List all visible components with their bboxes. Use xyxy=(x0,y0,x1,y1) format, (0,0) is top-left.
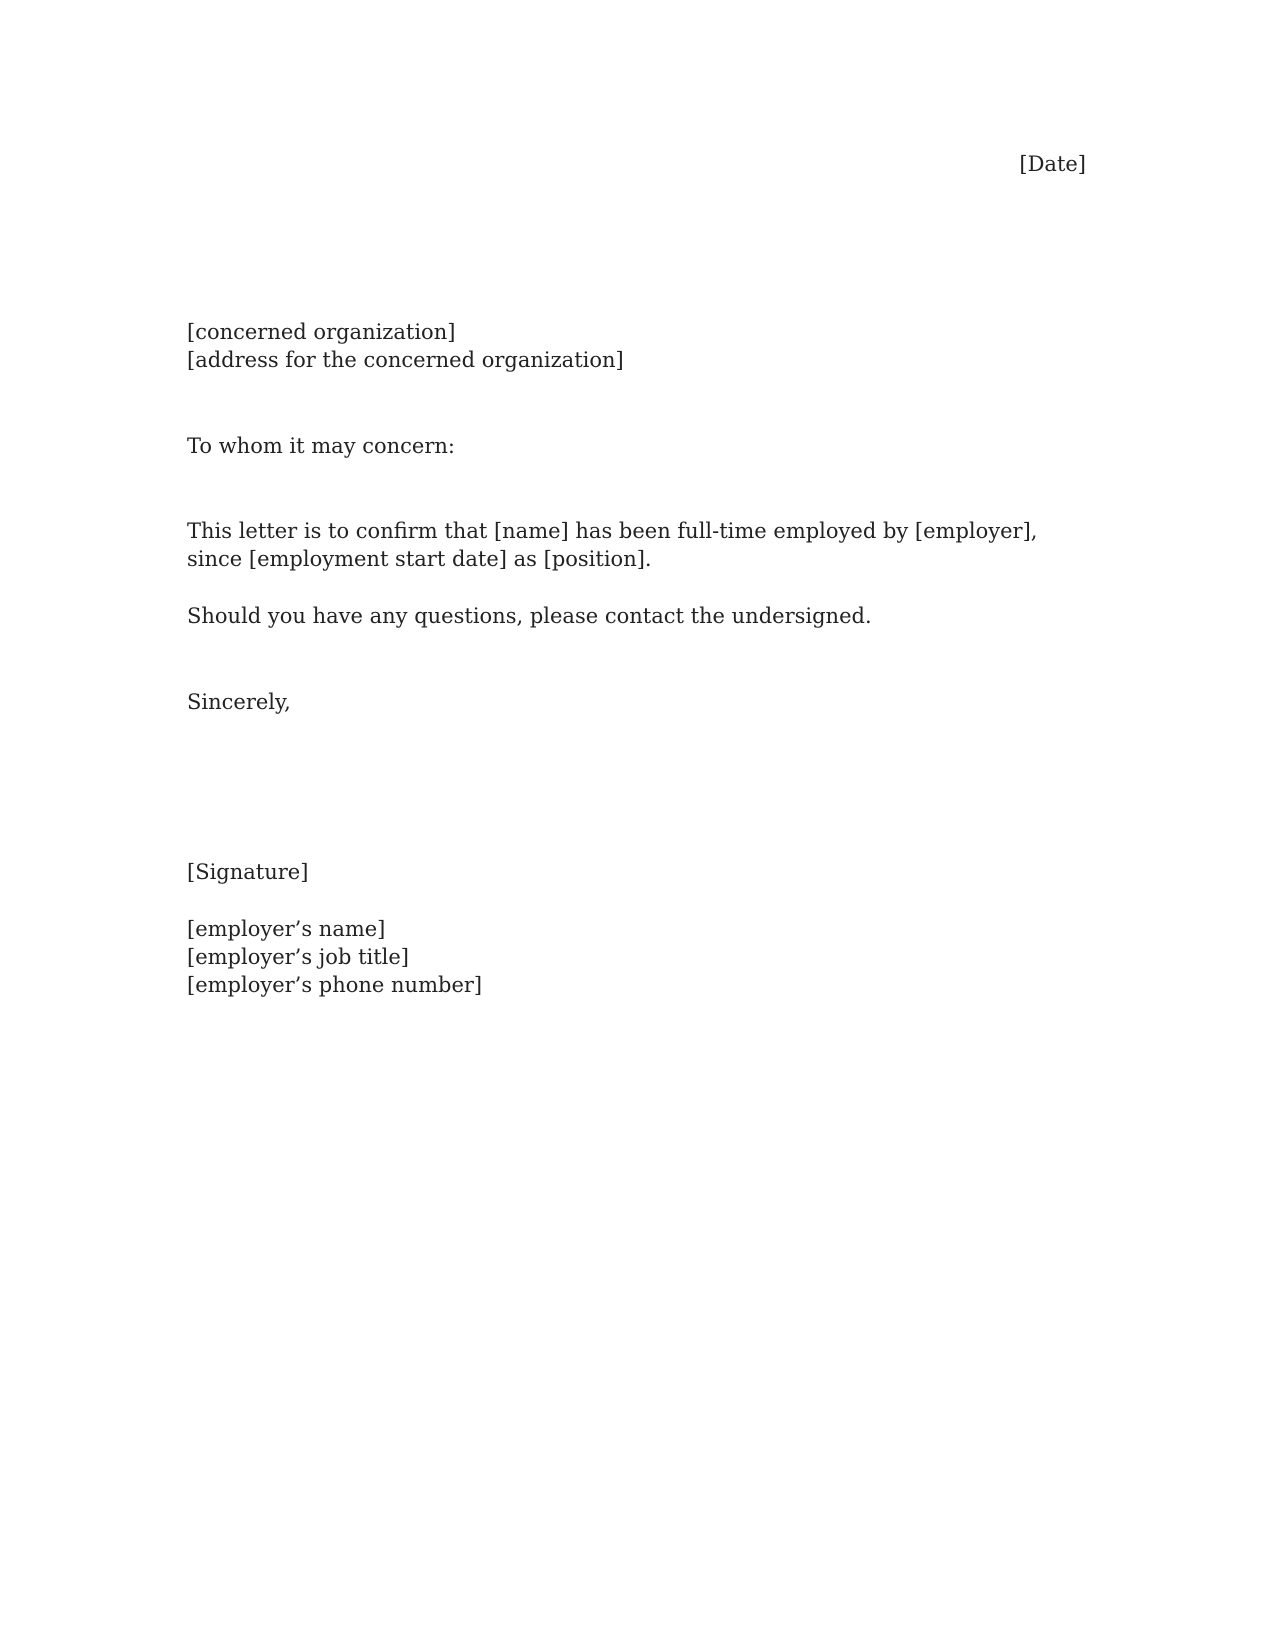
body-line-2: since [employment start date] as [position]. xyxy=(187,547,652,571)
signer-job-title: [employer’s job title] xyxy=(187,945,409,969)
body-contact-line: Should you have any questions, please contact the undersigned. xyxy=(187,604,872,628)
body-line-1: This letter is to confirm that [name] has been full-time employed by [employer], xyxy=(187,519,1038,543)
signer-phone: [employer’s phone number] xyxy=(187,973,483,997)
signature-placeholder: [Signature] xyxy=(187,860,309,884)
signer-name: [employer’s name] xyxy=(187,917,386,941)
letter-date: [Date] xyxy=(1019,152,1086,176)
closing: Sincerely, xyxy=(187,690,291,714)
recipient-address: [address for the concerned organization] xyxy=(187,348,624,372)
salutation: To whom it may concern: xyxy=(187,434,455,458)
recipient-organization: [concerned organization] xyxy=(187,320,456,344)
